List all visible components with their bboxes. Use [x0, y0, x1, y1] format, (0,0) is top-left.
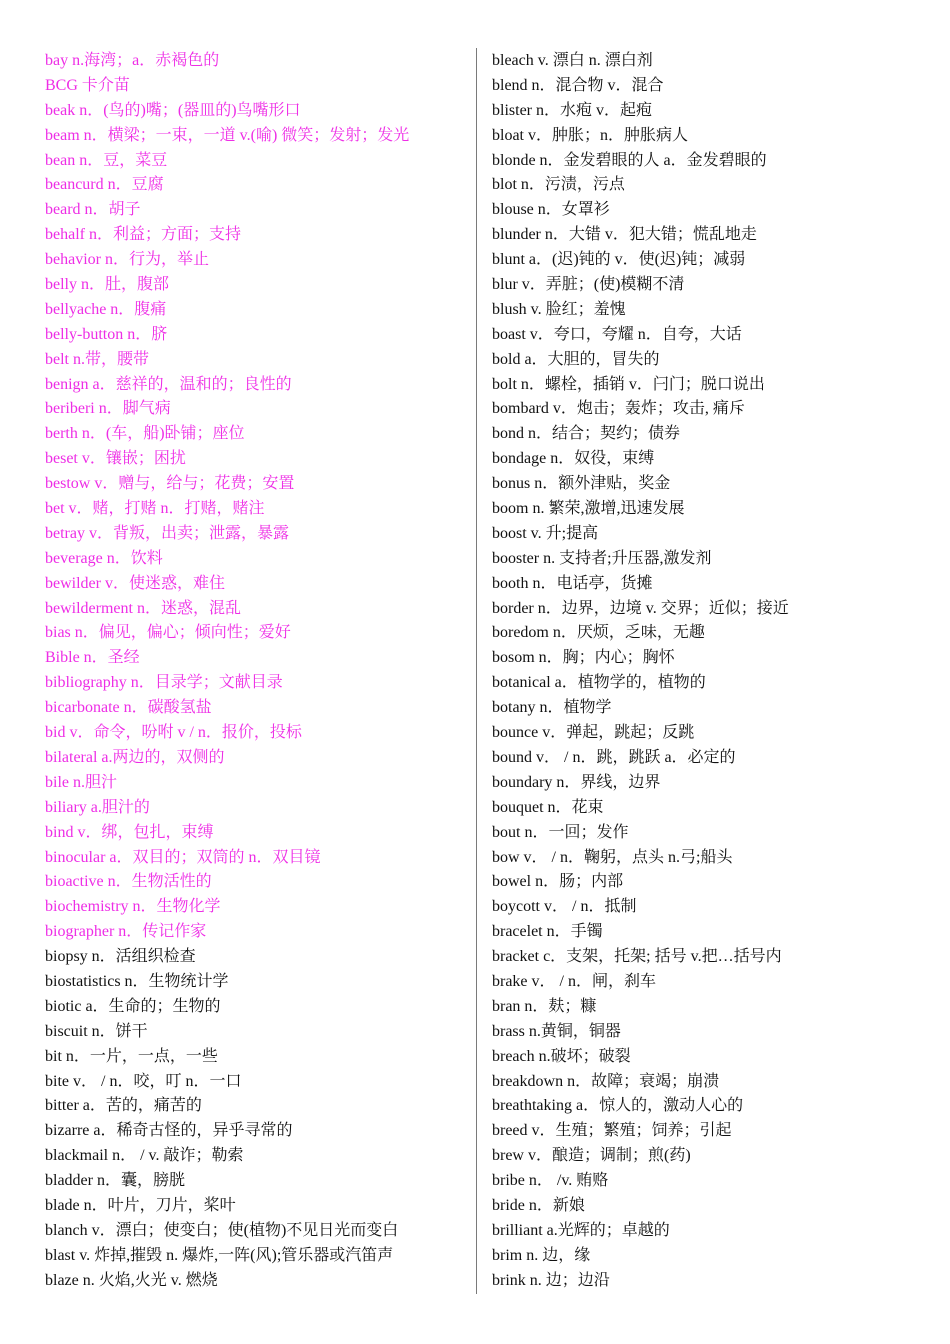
vocab-entry: bilateral a.两边的，双侧的 — [45, 748, 225, 766]
vocab-entry: bladder n．囊，膀胱 — [45, 1172, 185, 1190]
vocab-entry: botany n．植物学 — [492, 699, 612, 717]
vocab-entry: beak n．(鸟的)嘴；(器皿的)鸟嘴形口 — [45, 101, 301, 119]
vocab-entry: biopsy n．活组织检查 — [45, 948, 196, 966]
vocab-entry: border n．边界，边境 v. 交界；近似；接近 — [492, 599, 789, 617]
vocab-entry: bellyache n．腹痛 — [45, 300, 167, 318]
vocab-entry: betray v．背叛，出卖；泄露，暴露 — [45, 524, 289, 542]
vocab-entry: boredom n．厌烦，乏味，无趣 — [492, 624, 705, 642]
vocab-entry: beard n．胡子 — [45, 201, 141, 219]
vocab-entry: breakdown n．故障；衰竭；崩溃 — [492, 1072, 720, 1090]
vocab-entry: boom n. 繁荣,激增,迅速发展 — [492, 500, 685, 518]
vocab-entry: bewilderment n．迷惑，混乱 — [45, 599, 241, 617]
vocab-entry: beset v．镶嵌；困扰 — [45, 450, 186, 468]
vocab-entry: brink n. 边；边沿 — [492, 1271, 610, 1289]
vocab-entry: belly n．肚，腹部 — [45, 276, 169, 294]
vocab-entry: bold a．大胆的，冒失的 — [492, 350, 660, 368]
vocab-entry: bit n．一片，一点，一些 — [45, 1047, 218, 1065]
vocab-entry: bounce v．弹起，跳起；反跳 — [492, 724, 695, 742]
vocab-entry: blaze n. 火焰,火光 v. 燃烧 — [45, 1271, 218, 1289]
vocab-entry: bibliography n．目录学；文献目录 — [45, 674, 283, 692]
vocab-entry: bond n．结合；契约；债券 — [492, 425, 681, 443]
vocab-entry: bout n．一回；发作 — [492, 823, 629, 841]
vocab-entry: breed v．生殖；繁殖；饲养；引起 — [492, 1122, 732, 1140]
vocab-entry: biliary a.胆汁的 — [45, 798, 150, 816]
vocab-entry: blanch v．漂白；使变白；使(植物)不见日光而变白 — [45, 1221, 399, 1239]
vocab-entry: blouse n．女罩衫 — [492, 201, 610, 219]
vocab-entry: boast v．夸口，夸耀 n．自夸，大话 — [492, 325, 742, 343]
vocab-entry: bowel n．肠；内部 — [492, 873, 624, 891]
vocab-entry: bid v．命令，吩咐 v / n．报价，投标 — [45, 724, 302, 742]
vocab-entry: blade n．叶片，刀片，桨叶 — [45, 1196, 236, 1214]
vocab-entry: bitter a．苦的，痛苦的 — [45, 1097, 202, 1115]
vocab-entry: bean n．豆，菜豆 — [45, 151, 168, 169]
vocab-entry: bosom n．胸；内心；胸怀 — [492, 649, 675, 667]
vocab-entry: BCG 卡介苗 — [45, 76, 130, 94]
vocab-entry: belly-button n．脐 — [45, 325, 168, 343]
vocab-entry: bile n.胆汁 — [45, 773, 117, 791]
vocab-entry: biographer n．传记作家 — [45, 923, 207, 941]
vocab-entry: blunt a．(迟)钝的 v．使(迟)钝；减弱 — [492, 251, 746, 269]
vocab-entry: bracelet n．手镯 — [492, 923, 603, 941]
vocab-entry: brilliant a.光辉的；卓越的 — [492, 1221, 670, 1239]
vocab-entry: belt n.带，腰带 — [45, 350, 149, 368]
vocab-entry: booster n. 支持者;升压器,激发剂 — [492, 549, 712, 567]
vocab-entry: blur v．弄脏；(使)模糊不清 — [492, 276, 685, 294]
vocab-entry: bioactive n．生物活性的 — [45, 873, 212, 891]
vocab-entry: brass n.黄铜，铜器 — [492, 1022, 621, 1040]
vocab-entry: bet v．赌，打赌 n．打赌，赌注 — [45, 500, 265, 518]
vocab-entry: biochemistry n．生物化学 — [45, 898, 221, 916]
vocab-entry: bind v．绑，包扎，束缚 — [45, 823, 214, 841]
vocab-entry: brim n. 边，缘 — [492, 1246, 591, 1264]
vocab-entry: bay n.海湾；a．赤褐色的 — [45, 52, 220, 69]
vocab-entry: booth n．电话亭，货摊 — [492, 574, 653, 592]
column-divider — [476, 48, 477, 1294]
vocab-entry: beriberi n．脚气病 — [45, 400, 171, 418]
vocab-entry: bribe n． /v. 贿赂 — [492, 1172, 609, 1190]
vocab-entry: beam n．横梁；一束，一道 v.(喻) 微笑；发射；发光 — [45, 126, 410, 144]
vocab-entry: beverage n．饮料 — [45, 549, 163, 567]
vocab-entry: breathtaking a．惊人的，激动人心的 — [492, 1097, 744, 1115]
vocab-entry: bondage n．奴役，束缚 — [492, 450, 655, 468]
vocab-entry: bran n．麸；糠 — [492, 997, 597, 1015]
vocab-entry: bound v． / n．跳，跳跃 a．必定的 — [492, 748, 736, 766]
vocab-entry: bow v． / n．鞠躬，点头 n.弓;船头 — [492, 848, 733, 866]
vocab-entry: bicarbonate n．碳酸氢盐 — [45, 699, 212, 717]
vocab-entry: brew v．酿造；调制；煎(药) — [492, 1147, 691, 1165]
vocab-entry: bracket c．支架，托架; 括号 v.把…括号内 — [492, 948, 782, 966]
vocab-entry: Bible n．圣经 — [45, 649, 140, 667]
vocab-entry: bleach v. 漂白 n. 漂白剂 — [492, 52, 653, 69]
vocab-entry: brake v． / n．闸，刹车 — [492, 972, 656, 990]
vocab-entry: breach n.破坏；破裂 — [492, 1047, 631, 1065]
vocab-entry: behavior n．行为，举止 — [45, 251, 209, 269]
vocab-entry: blackmail n． / v. 敲诈；勒索 — [45, 1147, 244, 1165]
vocab-entry: bizarre a．稀奇古怪的，异乎寻常的 — [45, 1122, 293, 1140]
vocab-entry: blister n．水疱 v．起疱 — [492, 101, 652, 119]
vocab-entry: blunder n．大错 v．犯大错；慌乱地走 — [492, 226, 757, 244]
vocab-entry: biostatistics n．生物统计学 — [45, 972, 229, 990]
vocab-entry: binocular a．双目的；双筒的 n．双目镜 — [45, 848, 321, 866]
vocab-entry: berth n．(车，船)卧铺；座位 — [45, 425, 245, 443]
left-word-column — [45, 49, 465, 1294]
vocab-entry: blonde n．金发碧眼的人 a．金发碧眼的 — [492, 151, 767, 169]
vocab-entry: blush v. 脸红；羞愧 — [492, 300, 626, 318]
vocab-entry: bouquet n．花束 — [492, 798, 604, 816]
right-word-column — [492, 49, 932, 1294]
vocab-entry: blot n．污渍，污点 — [492, 176, 625, 194]
vocab-entry: boost v. 升;提高 — [492, 524, 599, 542]
vocab-entry: bride n．新娘 — [492, 1196, 585, 1214]
vocab-entry: bloat v．肿胀；n．肿胀病人 — [492, 126, 688, 144]
vocab-entry: bewilder v．使迷惑，难住 — [45, 574, 225, 592]
vocab-entry: bite v． / n．咬，叮 n．一口 — [45, 1072, 242, 1090]
vocab-entry: behalf n．利益；方面；支持 — [45, 226, 241, 244]
vocab-entry: bias n．偏见，偏心；倾向性；爱好 — [45, 624, 291, 642]
vocab-entry: blast v. 炸掉,摧毁 n. 爆炸,一阵(风);管乐器或汽笛声 — [45, 1246, 394, 1264]
vocab-entry: biscuit n．饼干 — [45, 1022, 148, 1040]
vocab-entry: biotic a．生命的；生物的 — [45, 997, 221, 1015]
vocab-entry: boundary n．界线，边界 — [492, 773, 661, 791]
vocab-entry: bombard v．炮击；轰炸；攻击, 痛斥 — [492, 400, 745, 418]
vocab-entry: bestow v．赠与，给与；花费；安置 — [45, 475, 295, 493]
vocab-entry: bolt n．螺栓，插销 v．闩门；脱口说出 — [492, 375, 765, 393]
vocab-entry: botanical a．植物学的，植物的 — [492, 674, 706, 692]
vocab-entry: bonus n．额外津贴，奖金 — [492, 475, 671, 493]
vocab-entry: benign a．慈祥的，温和的；良性的 — [45, 375, 292, 393]
vocab-entry: beancurd n．豆腐 — [45, 176, 164, 194]
vocab-entry: blend n．混合物 v．混合 — [492, 76, 664, 94]
vocab-entry: boycott v． / n．抵制 — [492, 898, 637, 916]
